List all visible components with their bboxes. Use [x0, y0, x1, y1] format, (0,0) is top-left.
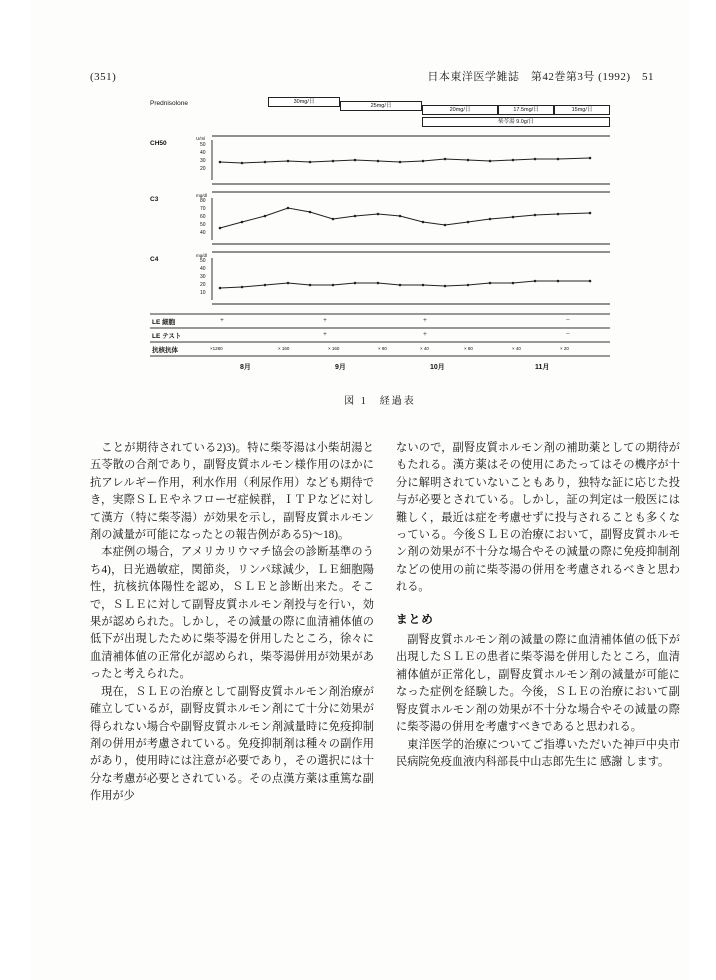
le-cell-value-3: +: [423, 316, 427, 324]
c4-tick-40: 40: [200, 266, 206, 272]
dose-bar-4: 17.5mg/日: [498, 105, 554, 115]
ana-value-6: × 80: [464, 346, 473, 351]
ana-value-2: × 160: [278, 346, 290, 351]
panel-label-c3: C3: [150, 196, 159, 203]
column-right: [396, 440, 680, 771]
paragraph: 本症例の場合，アメリカリウマチ協会の診断基準のうち4)，日光過敏症，関節炎，リンパ球減少，ＬＥ細胞陽性，抗核抗体陽性を認め，ＳＬＥと診断出来た。そこで，ＳＬＥに対して副腎皮質ホルモン剤投与を行い，効果が認められた。しかし，その減量の際に血清補体値の低下が出現したために柴苓湯を併用したところ，徐々に血清補体値の正常化が認められ，柴苓湯併用が効果があったと考えられた。: [90, 546, 374, 681]
ana-value-5: × 40: [420, 346, 429, 351]
paragraph: ないので，副腎皮質ホルモン剤の補助薬としての期待がもたれる。漢方薬はその使用にあたってはその機序が十分に解明されていないこともあり，独特な証に応じた投与が必要とされている。しかし，証の判定は一般医には難しく，最近は症を考慮せずに投与されることも多くなっている。今後ＳＬＥの治療において，副腎皮質ホルモン剤の効果が不十分な場合やその減量の際に免疫抑制剤などの使用の前に柴苓湯の併用を考慮されるべきと思われる。: [396, 442, 680, 594]
dose-bar-3: 20mg/日: [422, 105, 498, 115]
x-tick-10月: 10月: [430, 364, 445, 371]
c3-tick-60: 60: [200, 214, 206, 220]
acknowledgement: 東洋医学的治療についてご指導いただいた神戸中央市民病院免疫血液内科部長中山志郎先生に 感謝 します。: [396, 738, 680, 768]
dose-bar-5: 15mg/日: [554, 105, 610, 115]
ch50-tick-50: 50: [200, 142, 206, 148]
c3-tick-70: 70: [200, 206, 206, 212]
paper-sheet: [30, 0, 690, 980]
page-header: [90, 68, 654, 84]
ana-value-3: × 160: [328, 346, 340, 351]
ana-value-4: × 80: [378, 346, 387, 351]
le-test-value-3: +: [423, 330, 427, 338]
ch50-tick-40: 40: [200, 150, 206, 156]
ana-value-7: × 40: [512, 346, 521, 351]
le-cell-value-1: +: [220, 316, 224, 324]
c4-tick-30: 30: [200, 274, 206, 280]
le-test-value-4: −: [566, 330, 570, 338]
ana-value-1: ×1280: [210, 346, 223, 351]
sairei-to-bar: 柴苓湯 9.0g/日: [422, 117, 610, 127]
row-label-le-cell: LE 細胞: [152, 319, 176, 326]
journal-citation: 日本東洋医学雑誌 第42巻第3号 (1992) 51: [427, 71, 654, 83]
le-test-value-2: +: [323, 330, 327, 338]
row-label-ana: 抗核抗体: [152, 347, 178, 354]
figure-1: [150, 92, 610, 407]
c4-tick-10: 10: [200, 290, 206, 296]
paragraph: 副腎皮質ホルモン剤の減量の際に血清補体値の低下が出現したＳＬＥの患者に柴苓湯を併用したところ，血清補体値が正常化し，副腎皮質ホルモン剤の減量が可能になった症例を経験した。今後，ＳＬＥの治療において副腎皮質ホルモン剤の効果が不十分な場合やその減量の際に柴苓湯の併用を考慮すべきであると思われる。: [396, 634, 680, 734]
panel-label-c4: C4: [150, 256, 159, 263]
page-marker: (351): [90, 71, 117, 83]
dose-bar-2: 25mg/日: [340, 101, 422, 111]
dose-bar-1: 30mg/日: [268, 97, 340, 107]
c4-tick-20: 20: [200, 282, 206, 288]
le-cell-value-4: −: [566, 316, 570, 324]
article-body: [90, 440, 680, 950]
c4-tick-50: 50: [200, 258, 206, 264]
panel-unit-ch50: U/ml: [196, 136, 206, 141]
c3-tick-50: 50: [200, 222, 206, 228]
figure-caption: 図 1 経過表: [344, 396, 416, 407]
x-tick-8月: 8月: [240, 364, 251, 371]
x-tick-11月: 11月: [535, 364, 550, 371]
c3-tick-80: 80: [200, 198, 206, 204]
le-cell-value-2: +: [323, 316, 327, 324]
panel-unit-c3: mg/dl: [196, 193, 208, 198]
c3-tick-40: 40: [200, 230, 206, 236]
figure-plot-canvas: [150, 92, 610, 397]
ch50-tick-20: 20: [200, 166, 206, 172]
figure-drug-label: Prednisolone: [150, 100, 188, 107]
ch50-tick-30: 30: [200, 158, 206, 164]
row-label-le-test: LE テスト: [152, 333, 182, 340]
panel-label-ch50: CH50: [150, 140, 167, 147]
column-left: [90, 440, 374, 806]
paragraph: ことが期待されている2)3)。特に柴苓湯は小柴胡湯と五苓散の合剤であり，副腎皮質ホルモン様作用のほかに抗アレルギー作用，利水作用（利尿作用）なども期待でき，実際ＳＬＥやネフローゼ症候群，ＩＴＰなどに対して漢方（特に柴苓湯）が効果を示し，副腎皮質ホルモン剤の減量が可能になったとの報告例がある5)〜18)。: [90, 442, 374, 542]
x-tick-9月: 9月: [335, 364, 346, 371]
ana-value-8: × 20: [560, 346, 569, 351]
section-heading-matome: まとめ: [396, 612, 434, 626]
paragraph: 現在，ＳＬＥの治療として副腎皮質ホルモン剤治療が確立しているが，副腎皮質ホルモン剤にて十分に効果が得られない場合や副腎皮質ホルモン剤減量時に免疫抑制剤の併用が考慮されている。免疫抑制剤は種々の副作用があり，使用時には注意が必要であり，その選択には十分な考慮が必要とされている。その点漢方薬は重篤な副作用が少: [90, 685, 374, 803]
panel-unit-c4: mg/dl: [196, 253, 208, 258]
